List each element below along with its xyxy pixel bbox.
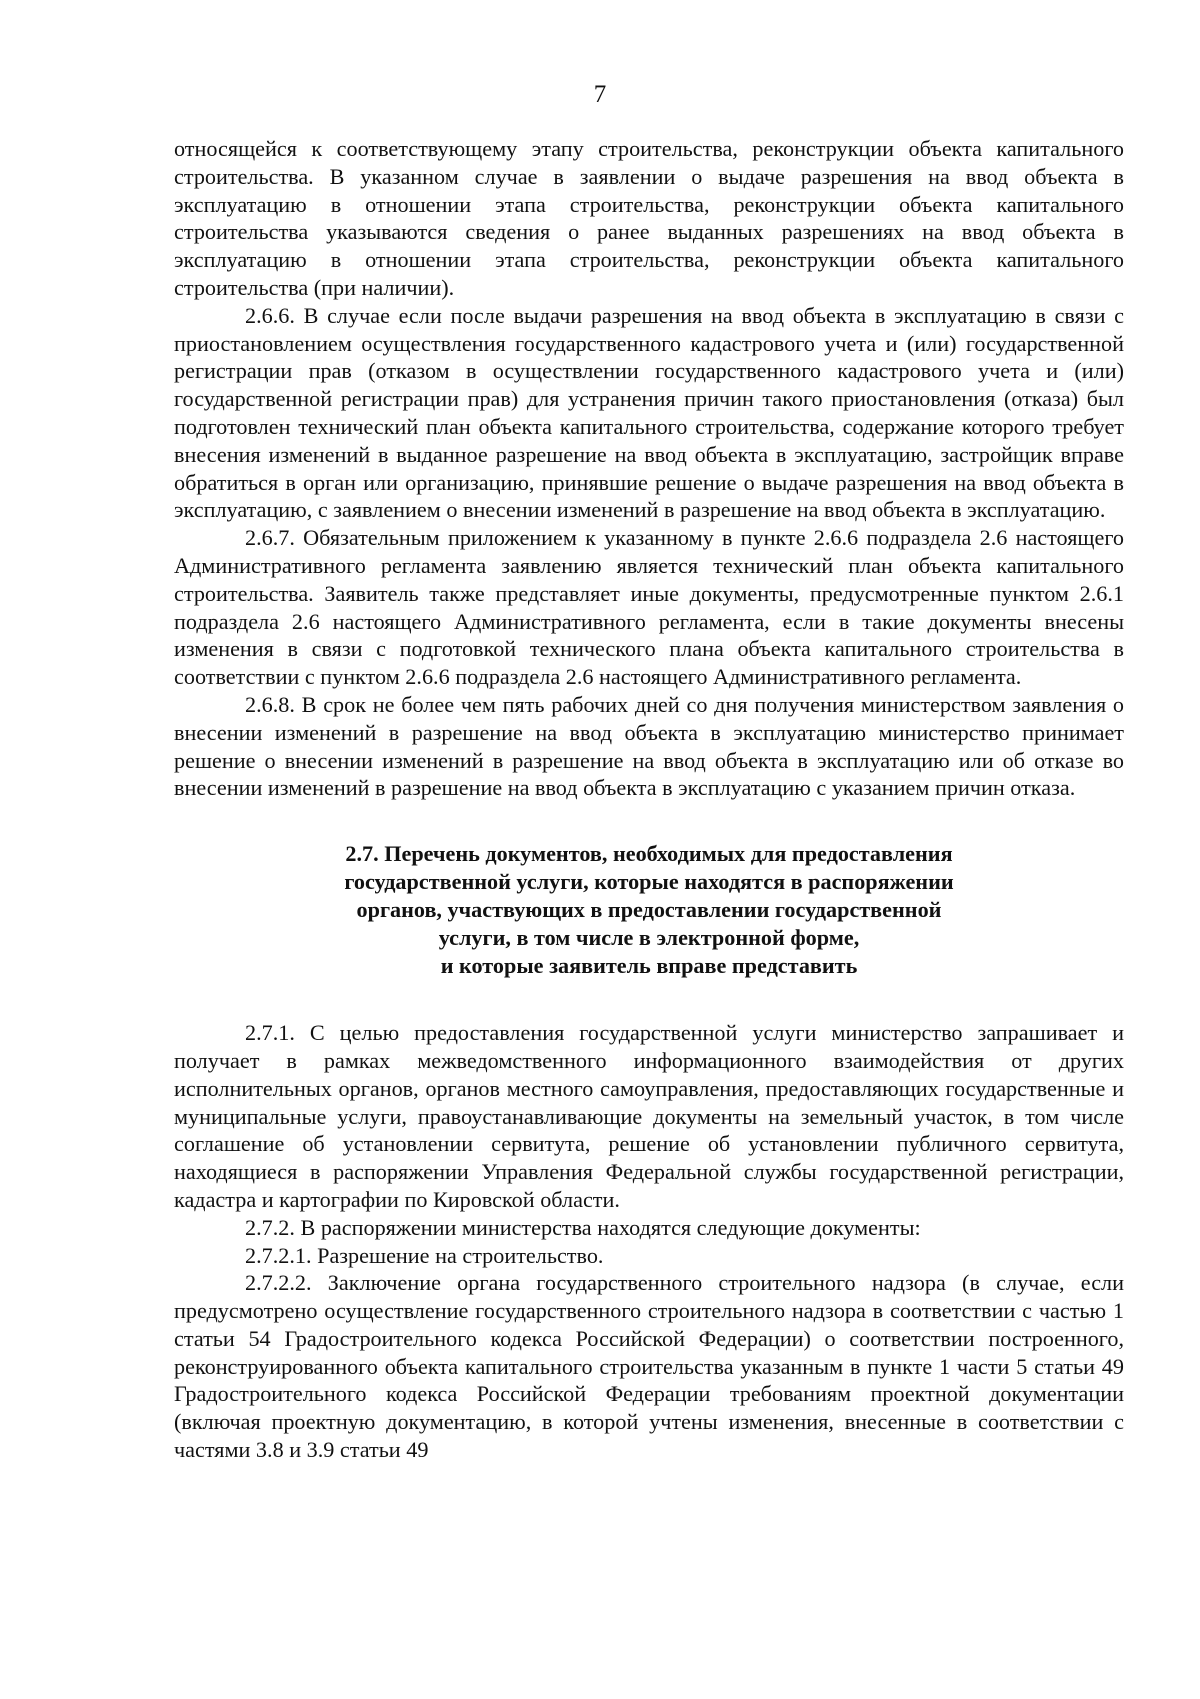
section-heading-line: услуги, в том числе в электронной форме, bbox=[438, 925, 860, 951]
paragraph-2-6-6: 2.6.6. В случае если после выдачи разрешения на ввод объекта в эксплуатацию в связи с приостановлением осуществления государственного кадастрового учета и (или) государственной регистрации прав (отказом в осуществлении государственного кадастрового учета и (или) государственной регистрации прав) для устранения причин такого приостановления (отказа) был подготовлен технический план объекта капитального строительства, содержание которого требует внесения изменений в выданное разрешение на ввод объекта в эксплуатацию, застройщик вправе обратиться в орган или организацию, принявшие решение о выдаче разрешения на ввод объекта в эксплуатацию, с заявлением о внесении изменений в разрешение на ввод объекта в эксплуатацию. bbox=[174, 302, 1124, 523]
paragraph-2-7-1: 2.7.1. С целью предоставления государственной услуги министерство запрашивает и получает в рамках межведомственного информационного взаимодействия от других исполнительных органов, органов местного самоуправления, предоставляющих государственные и муниципальные услуги, правоустанавливающие документы на земельный участок, в том числе соглашение об установлении сервитута, решение об установлении публичного сервитута, находящиеся в распоряжении Управления Федеральной службы государственной регистрации, кадастра и картографии по Кировской области. bbox=[174, 1020, 1124, 1212]
paragraph-2-6-7: 2.6.7. Обязательным приложением к указанному в пункте 2.6.6 подраздела 2.6 настоящего Административного регламента заявлению является технический план объекта капитального строительства. Заявитель также представляет иные документы, предусмотренные пунктом 2.6.1 подраздела 2.6 настоящего Административного регламента, если в такие документы внесены изменения в связи с подготовкой технического плана объекта капитального строительства в соответствии с пунктом 2.6.6 подраздела 2.6 настоящего Административного регламента. bbox=[174, 525, 1124, 690]
paragraph-2-6-8: 2.6.8. В срок не более чем пять рабочих дней со дня получения министерством заявления о внесении изменений в разрешение на ввод объекта в эксплуатацию министерство принимает решение о внесении изменений в разрешение на ввод объекта в эксплуатацию или об отказе во внесении изменений в разрешение на ввод объекта в эксплуатацию с указанием причин отказа. bbox=[174, 691, 1124, 801]
section-heading-line: государственной услуги, которые находятся в распоряжении bbox=[344, 869, 954, 895]
paragraph-2-7-2-2: 2.7.2.2. Заключение органа государственного строительного надзора (в случае, если предусмотрено осуществление государственного строительного надзора в соответствии с частью 1 статьи 54 Градостроительного кодекса Российской Федерации) о соответствии построенного, реконструированного объекта капитального строительства указанным в пункте 1 части 5 статьи 49 Градостроительного кодекса Российской Федерации требованиям проектной документации (включая проектную документацию, в которой учтены изменения, внесенные в соответствии с частями 3.8 и 3.9 статьи 49 bbox=[174, 1270, 1124, 1463]
paragraph-continuation: относящейся к соответствующему этапу строительства, реконструкции объекта капитального строительства. В указанном случае в заявлении о выдаче разрешения на ввод объекта в эксплуатацию в отношении этапа строительства, реконструкции объекта капитального строительства указываются сведения о ранее выданных разрешениях на ввод объекта в эксплуатацию в отношении этапа строительства, реконструкции объекта капитального строительства (при наличии). bbox=[174, 136, 1124, 300]
paragraph-2-7-2-1: 2.7.2.1. Разрешение на строительство. bbox=[245, 1242, 604, 1268]
document-body bbox=[174, 135, 1124, 1464]
paragraph-2-7-2: 2.7.2. В распоряжении министерства находятся следующие документы: bbox=[245, 1214, 921, 1240]
section-heading-line: органов, участвующих в предоставлении государственной bbox=[356, 897, 942, 923]
section-heading-2-7 bbox=[174, 840, 1124, 980]
section-heading-line: и которые заявитель вправе представить bbox=[440, 953, 858, 979]
section-heading-line: 2.7. Перечень документов, необходимых для предоставления bbox=[345, 841, 953, 867]
page-number: 7 bbox=[593, 81, 607, 108]
